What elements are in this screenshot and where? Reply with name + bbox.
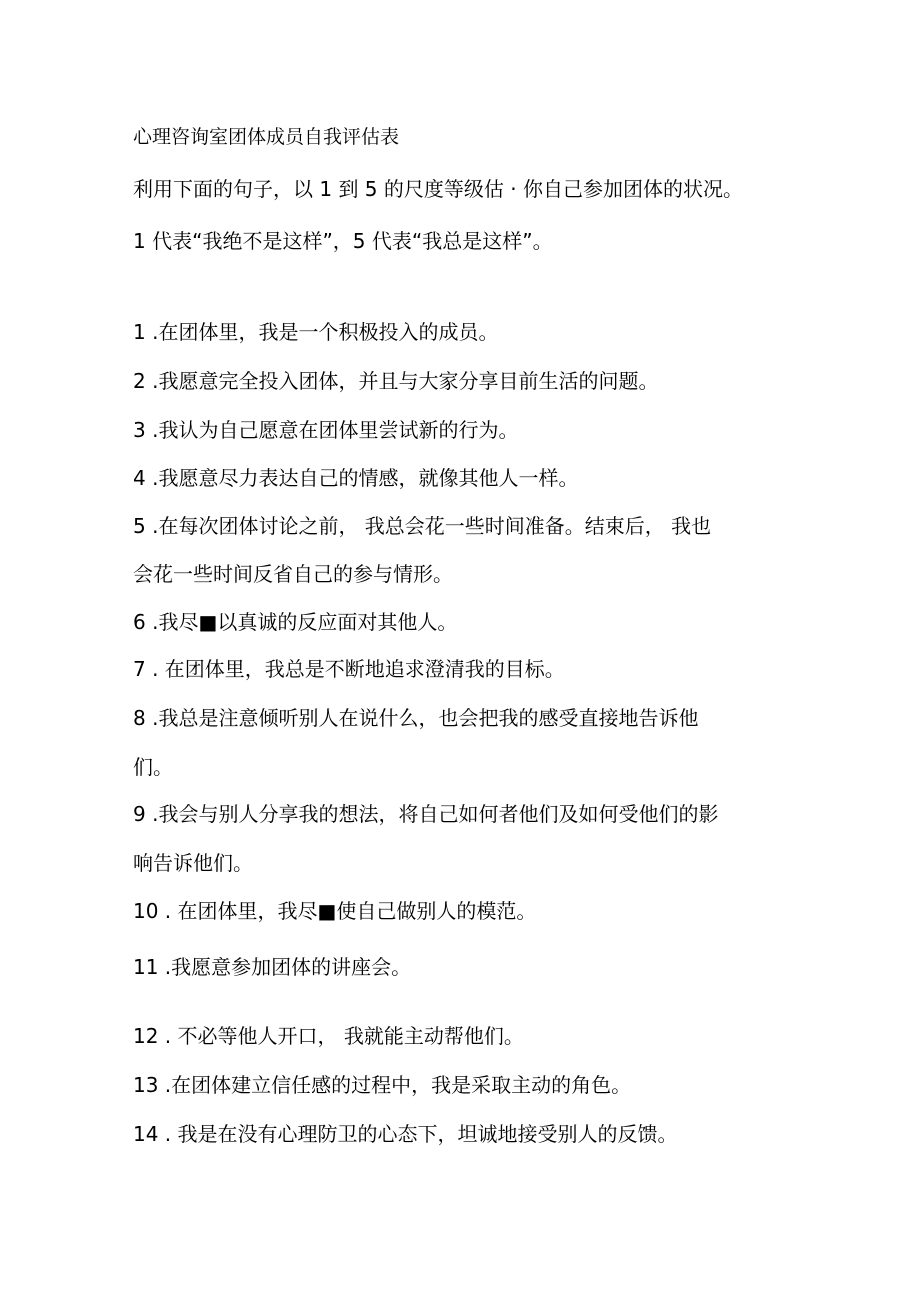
item-5-line-2: 会花一些时间反省自己的参与情形。 [133,562,453,586]
item-3: 3 .我认为自己愿意在团体里尝试新的行为。 [133,418,519,442]
instruction-line-1: 利用下面的句子，以 1 到 5 的尺度等级估 · 你自己参加团体的状况。 [133,177,743,201]
item-8-line-1: 8 .我总是注意倾听别人在说什么，也会把我的感受直接地告诉他 [133,706,699,730]
item-11: 11 .我愿意参加团体的讲座会。 [133,955,412,979]
item-4: 4 .我愿意尽力表达自己的情感，就像其他人一样。 [133,466,579,490]
instruction-line-2: 1 代表“我绝不是这样”，5 代表“我总是这样”。 [133,229,553,253]
document-title: 心理咨询室团体成员自我评估表 [133,126,400,148]
item-5-line-1: 5 .在每次团体讨论之前， 我总会花一些时间准备。结束后， 我也 [133,514,712,538]
item-10: 10 . 在团体里，我尽■使自己做别人的模范。 [133,899,537,923]
item-8-line-2: 们。 [133,755,173,779]
item-6: 6 .我尽■以真诚的反应面对其他人。 [133,610,458,634]
item-13: 13 .在团体建立信任感的过程中，我是采取主动的角色。 [133,1073,632,1097]
item-1: 1 .在团体里，我是一个积极投入的成员。 [133,320,499,344]
item-2: 2 .我愿意完全投入团体，并且与大家分享目前生活的问题。 [133,369,659,393]
item-12: 12 . 不必等他人开口， 我就能主动帮他们。 [133,1024,524,1048]
item-14: 14 . 我是在没有心理防卫的心态下，坦诚地接受别人的反馈。 [133,1122,678,1146]
item-9-line-1: 9 .我会与别人分享我的想法，将自己如何者他们及如何受他们的影 [133,802,719,826]
item-7: 7 . 在团体里，我总是不断地追求澄清我的目标。 [133,657,565,681]
item-9-line-2: 响告诉他们。 [133,851,253,875]
